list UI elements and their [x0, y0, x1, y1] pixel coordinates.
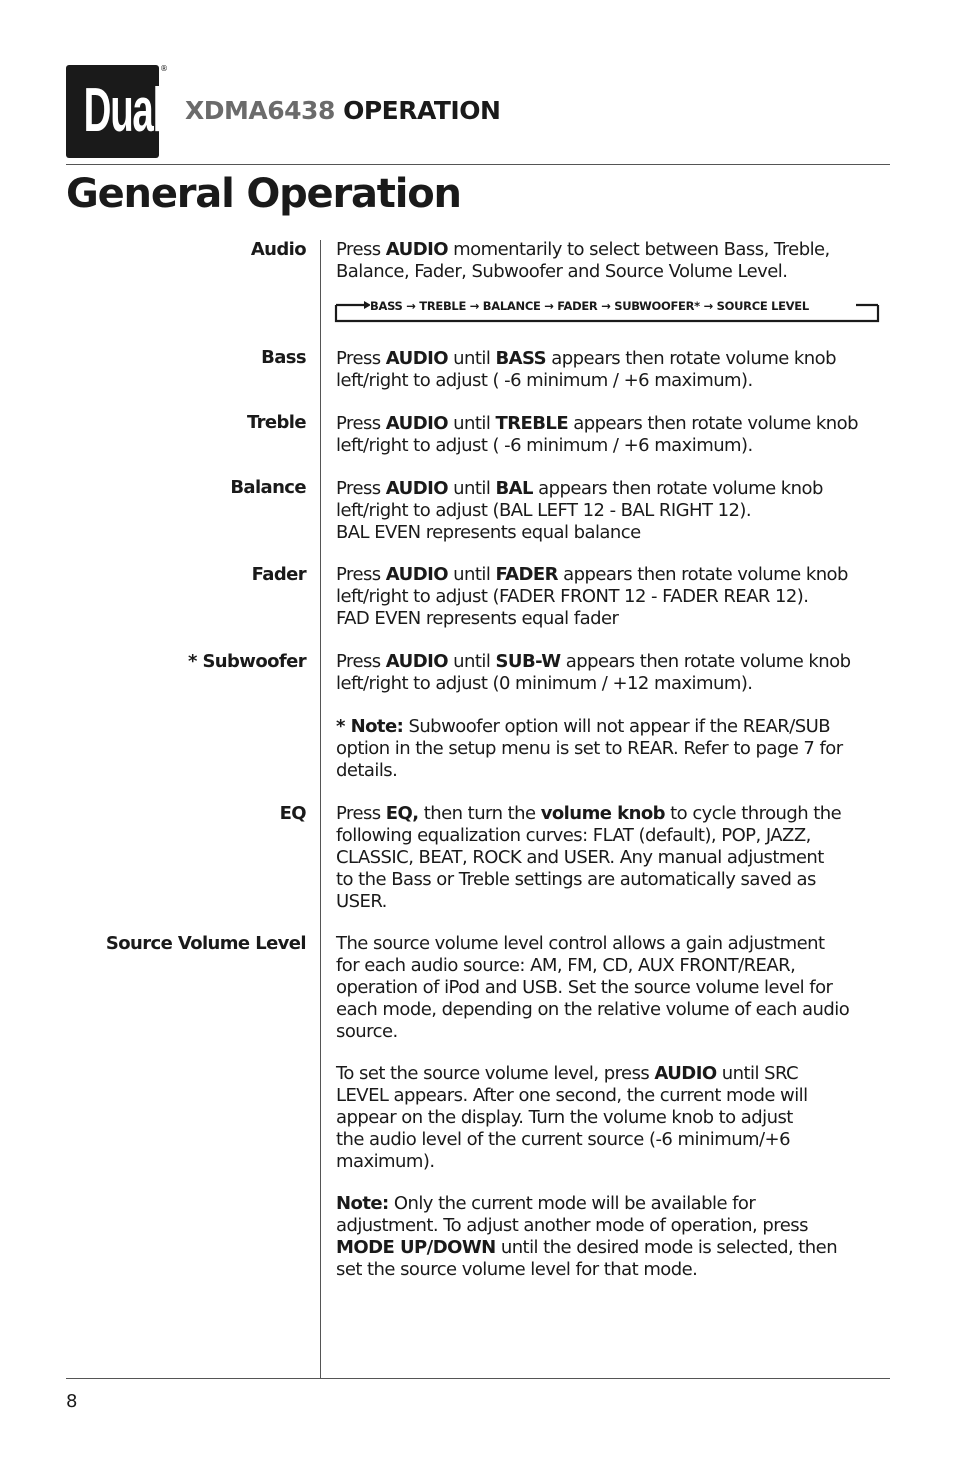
dual-logo	[66, 65, 163, 158]
text-run: Press	[336, 564, 386, 585]
text-run: left/right to adjust ( -6 minimum / +6 maximum).	[336, 370, 753, 391]
arrow-right-icon: →	[544, 299, 554, 313]
audio-flow-diagram	[334, 295, 880, 323]
arrow-right-icon: →	[703, 299, 713, 313]
text-run: Press	[336, 413, 386, 434]
text-run: Press	[336, 803, 386, 824]
text-run: source.	[336, 1021, 398, 1042]
text-run: To set the source volume level, press	[336, 1063, 655, 1084]
flow-step-fader: FADER	[557, 299, 598, 313]
text-run: adjustment. To adjust another mode of operation, press	[336, 1215, 808, 1236]
text-run: appears then rotate volume knob	[546, 348, 836, 369]
subwoofer-note	[336, 716, 891, 782]
text-run: until the desired mode is selected, then	[495, 1237, 838, 1258]
header-divider	[66, 164, 890, 165]
flow-step-subwoofer: SUBWOOFER*	[614, 299, 700, 313]
text-run: until	[447, 478, 496, 499]
keyword: AUDIO	[654, 1063, 717, 1084]
text-run: set the source volume level for that mode.	[336, 1259, 698, 1280]
label-source-volume-level: Source Volume Level	[105, 933, 306, 954]
audio-description	[336, 239, 891, 283]
header-section: OPERATION	[343, 96, 501, 125]
keyword-audio: AUDIO	[385, 239, 448, 260]
column-divider	[320, 240, 321, 1378]
header-model: XDMA6438	[185, 96, 335, 125]
text-run: until	[447, 413, 496, 434]
text-run: operation of iPod and USB. Set the source volume level for	[336, 977, 833, 998]
label-treble: Treble	[246, 412, 306, 433]
text-run: appear on the display. Turn the volume knob to adjust	[336, 1107, 793, 1128]
text-run: BAL EVEN represents equal balance	[336, 522, 641, 543]
arrow-right-icon: →	[601, 299, 611, 313]
keyword: FADER	[495, 564, 558, 585]
page-title: General Operation	[66, 171, 461, 217]
balance-description	[336, 478, 891, 544]
text-run: the audio level of the current source (-6 minimum/+6	[336, 1129, 790, 1150]
keyword: BAL	[495, 478, 533, 499]
keyword: MODE UP/DOWN	[336, 1237, 496, 1258]
text-run: Press	[336, 478, 386, 499]
text-run: Press	[336, 239, 386, 260]
treble-description	[336, 413, 891, 457]
fader-description	[336, 564, 891, 630]
source-volume-paragraph-1	[336, 933, 891, 1043]
text-run: momentarily to select between Bass, Treble,	[447, 239, 830, 260]
header-title	[185, 93, 500, 129]
keyword: BASS	[495, 348, 547, 369]
text-run: left/right to adjust (BAL LEFT 12 - BAL RIGHT 12).	[336, 500, 752, 521]
note-label: Note:	[336, 1193, 389, 1214]
flow-step-source-level: SOURCE LEVEL	[716, 299, 809, 313]
text-run: each mode, depending on the relative volume of each audio	[336, 999, 850, 1020]
flow-step-treble: TREBLE	[419, 299, 467, 313]
text-run: maximum).	[336, 1151, 435, 1172]
registered-mark: ®	[160, 64, 168, 73]
text-run: appears then rotate volume knob	[557, 564, 848, 585]
keyword: AUDIO	[385, 651, 448, 672]
text-run: to the Bass or Treble settings are automatically saved as	[336, 869, 816, 890]
source-volume-note	[336, 1193, 891, 1281]
text-run: until	[447, 651, 496, 672]
keyword: TREBLE	[495, 413, 569, 434]
text-run: LEVEL appears. After one second, the current mode will	[336, 1085, 808, 1106]
arrow-right-icon: →	[469, 299, 480, 313]
text-run: then turn the	[418, 803, 541, 824]
label-bass: Bass	[261, 347, 306, 368]
text-run: for each audio source: AM, FM, CD, AUX FRONT/REAR,	[336, 955, 796, 976]
keyword: SUB-W	[495, 651, 561, 672]
label-audio: Audio	[250, 239, 306, 260]
text-run: details.	[336, 760, 398, 781]
keyword: volume knob	[540, 803, 665, 824]
text-run: appears then rotate volume knob	[532, 478, 823, 499]
subwoofer-description	[336, 651, 891, 695]
keyword: EQ,	[385, 803, 419, 824]
note-label: * Note:	[336, 716, 404, 737]
text-run: appears then rotate volume knob	[560, 651, 851, 672]
text-run: until	[447, 564, 496, 585]
arrow-right-icon: →	[406, 299, 416, 313]
label-subwoofer: * Subwoofer	[187, 651, 306, 672]
label-fader: Fader	[251, 564, 306, 585]
text-run: appears then rotate volume knob	[568, 413, 859, 434]
keyword: AUDIO	[385, 348, 448, 369]
text-run: USER.	[336, 891, 387, 912]
page-number: 8	[66, 1391, 78, 1412]
footer-divider	[66, 1378, 890, 1379]
text-run: to cycle through the	[665, 803, 842, 824]
text-run: Press	[336, 651, 386, 672]
logo-text: Dual	[83, 76, 163, 145]
text-run: Balance, Fader, Subwoofer and Source Volume Level.	[336, 261, 788, 282]
keyword: AUDIO	[385, 564, 448, 585]
label-eq: EQ	[279, 803, 306, 824]
keyword: AUDIO	[385, 413, 448, 434]
text-run: option in the setup menu is set to REAR. Refer to page 7 for	[336, 738, 843, 759]
label-balance: Balance	[230, 477, 306, 498]
text-run: left/right to adjust (0 minimum / +12 maximum).	[336, 673, 753, 694]
text-run: left/right to adjust (FADER FRONT 12 - FADER REAR 12).	[336, 586, 809, 607]
flow-steps	[370, 296, 811, 316]
text-run: Press	[336, 348, 386, 369]
keyword: AUDIO	[385, 478, 448, 499]
text-run: FAD EVEN represents equal fader	[336, 608, 619, 629]
eq-description	[336, 803, 891, 913]
text-run: following equalization curves: FLAT (default), POP, JAZZ,	[336, 825, 811, 846]
text-run: The source volume level control allows a gain adjustment	[336, 933, 825, 954]
flow-step-bass: BASS	[370, 299, 403, 313]
text-run: CLASSIC, BEAT, ROCK and USER. Any manual adjustment	[336, 847, 824, 868]
text-run: until SRC	[716, 1063, 799, 1084]
source-volume-paragraph-2	[336, 1063, 891, 1173]
text-run: Only the current mode will be available for	[388, 1193, 756, 1214]
text-run: until	[447, 348, 496, 369]
text-run: Subwoofer option will not appear if the REAR/SUB	[403, 716, 831, 737]
text-run: left/right to adjust ( -6 minimum / +6 maximum).	[336, 435, 753, 456]
bass-description	[336, 348, 891, 392]
flow-step-balance: BALANCE	[482, 299, 541, 313]
